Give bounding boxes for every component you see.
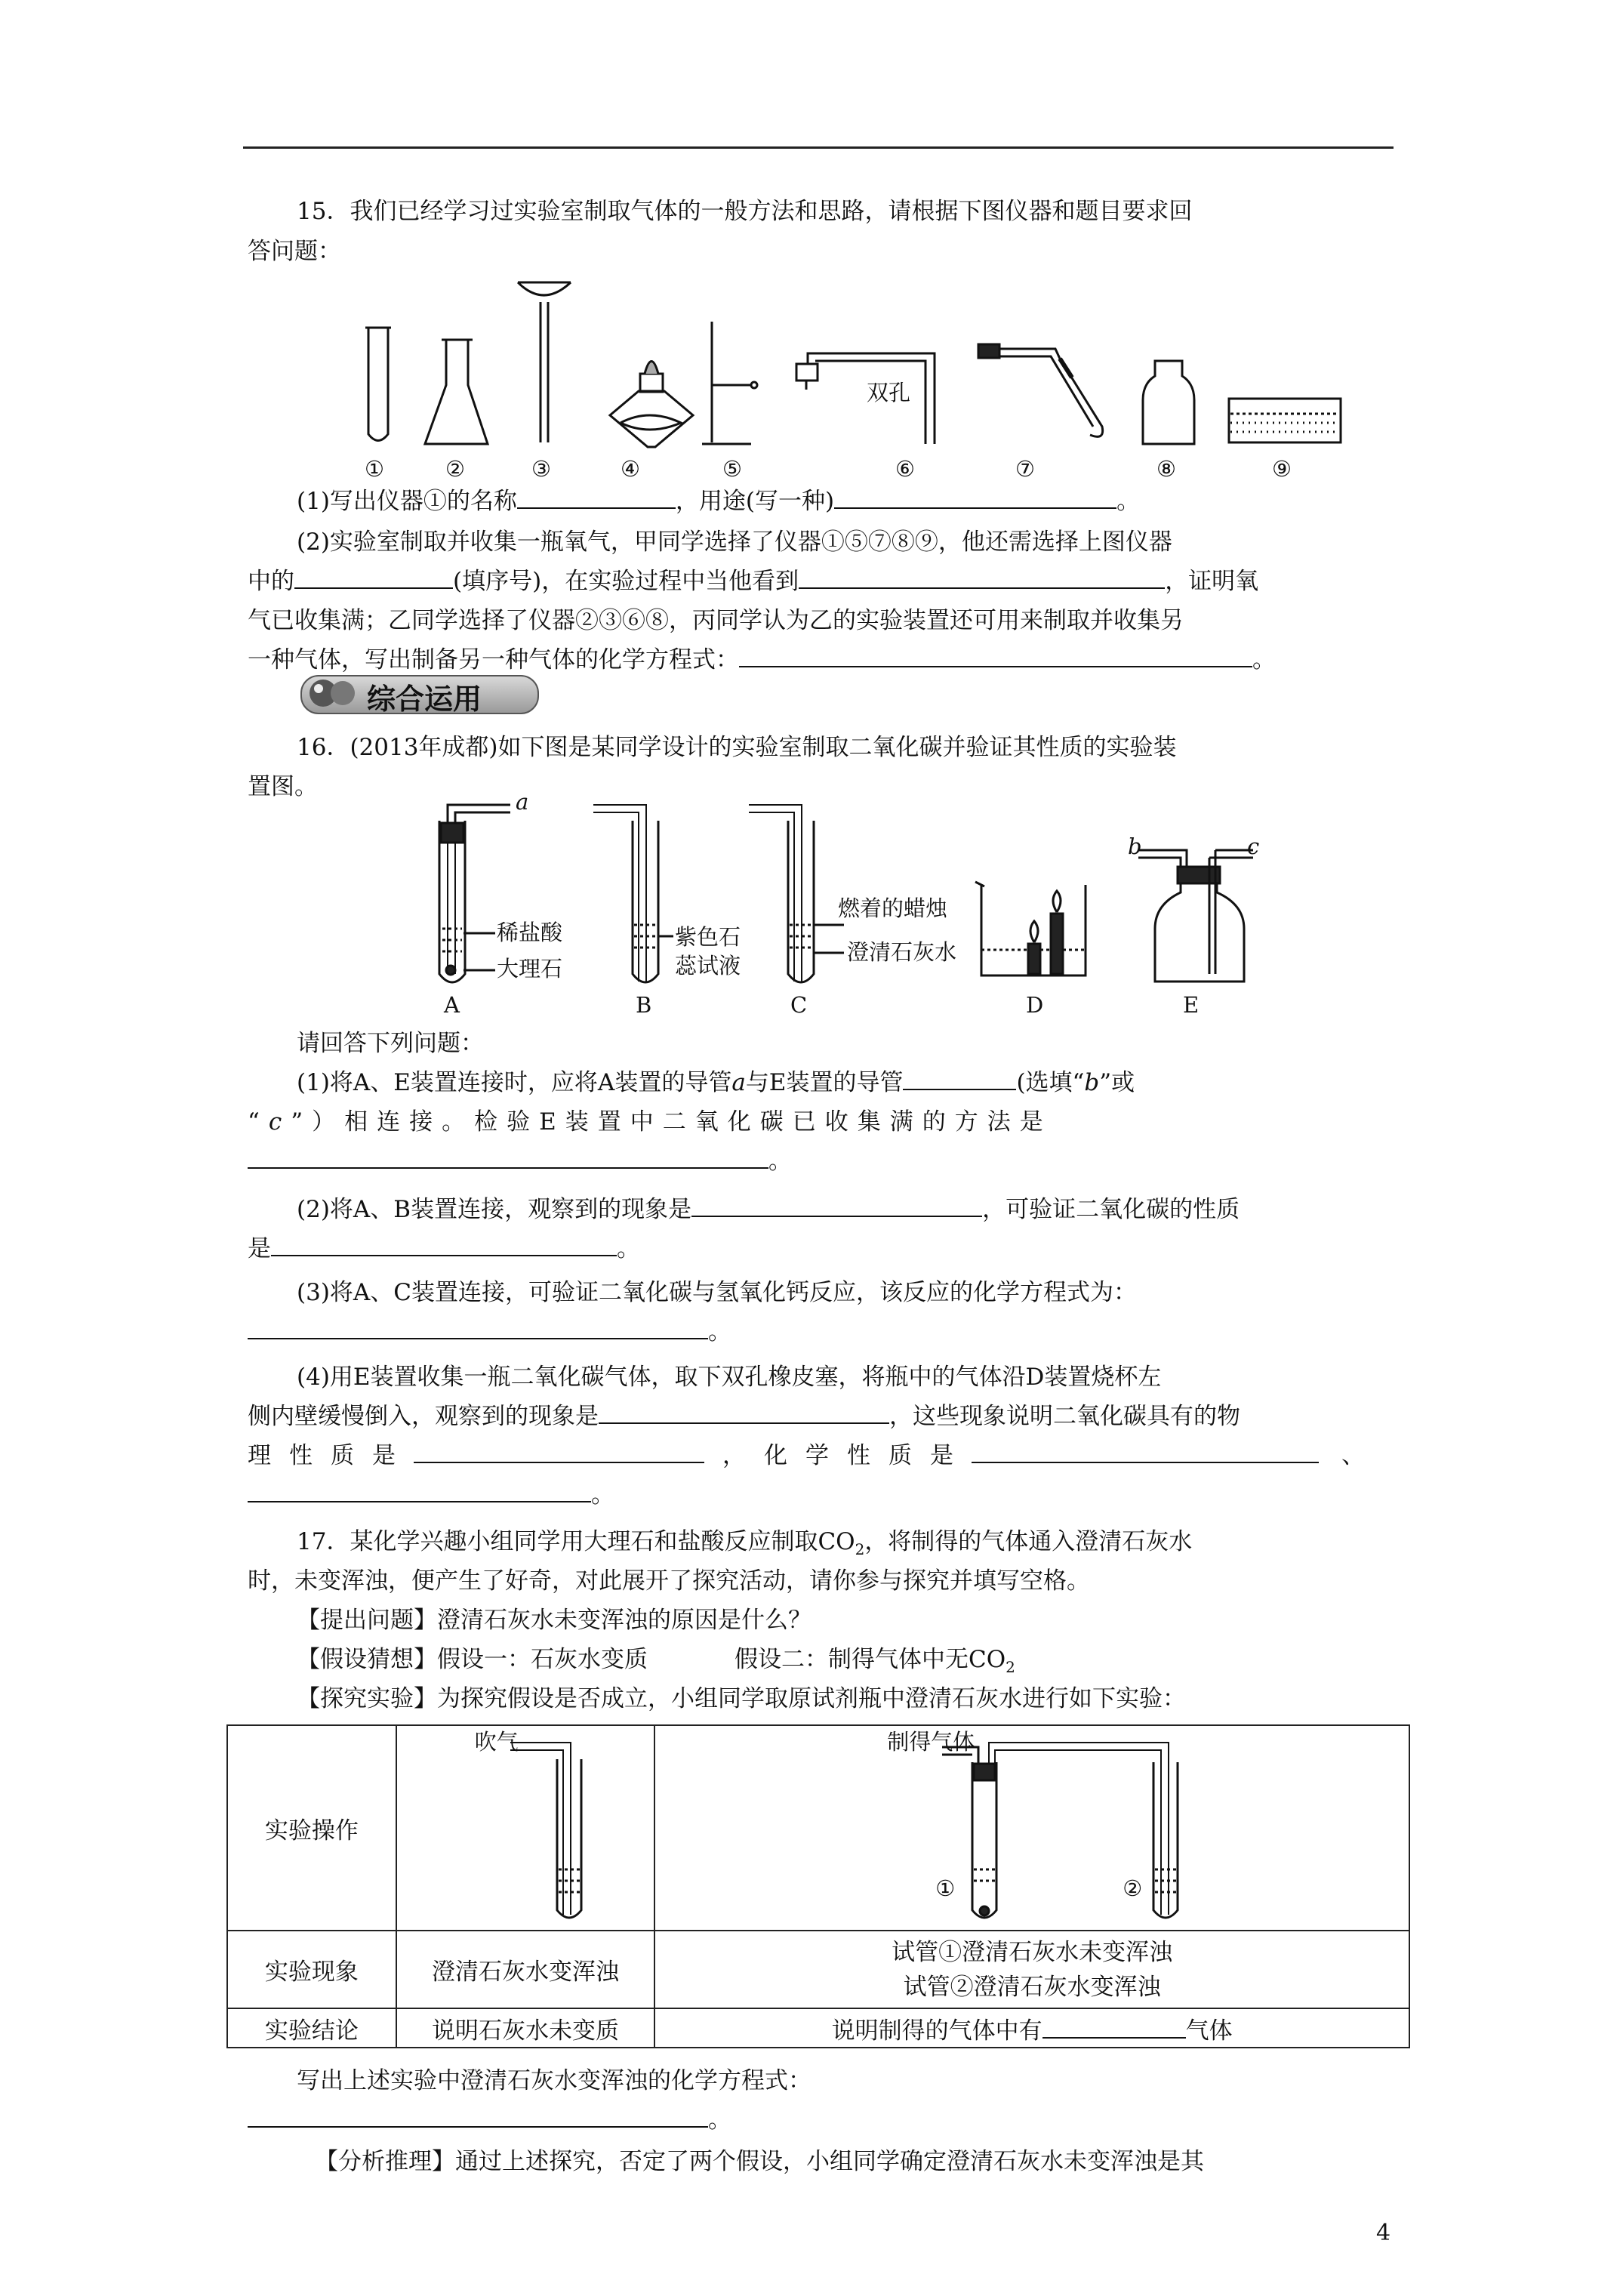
q16-line2: 置图。 [248, 773, 318, 800]
label-3: ③ [531, 456, 551, 482]
answer-blank[interactable] [248, 2106, 708, 2128]
q16-p4-l1: (4)用E装置收集一瓶二氧化碳气体，取下双孔橡皮塞，将瓶中的气体沿D装置烧杯左 [297, 1364, 1162, 1391]
q16-ask: 请回答下列问题： [297, 1030, 484, 1057]
gas-label: 制得气体 [887, 1729, 975, 1755]
q16-p4-l3: 理性质是 ，化学性质是 、 [248, 1442, 1365, 1469]
q16-p2-l1: (2)将A、B装置连接，观察到的现象是 ，可验证二氧化碳的性质 [297, 1196, 1240, 1223]
cell: 说明制得的气体中有 气体 [654, 2008, 1409, 2048]
two-hole-stopper-icon [796, 353, 935, 444]
apparatus-c-icon [749, 805, 844, 982]
table-row [227, 1725, 1409, 1931]
q15-line2: 答问题： [248, 238, 341, 265]
cell: 澄清石灰水变浑浊 [396, 1931, 655, 2008]
label-9: ⑨ [1272, 456, 1292, 482]
label-A: A [444, 992, 460, 1018]
label-marble: 大理石 [497, 956, 563, 982]
blow-label: 吹气 [474, 1729, 519, 1755]
gas-cell [654, 1725, 1409, 1931]
q15-part2-l1: (2)实验室制取并收集一瓶氧气，甲同学选择了仪器①⑤⑦⑧⑨，他还需选择上图仪器 [297, 529, 1172, 556]
q15-part1: (1)写出仪器①的名称 ，用途(写一种) 。 [297, 488, 1141, 515]
q17-line2: 时，未变浑浊，便产生了好奇，对此展开了探究活动，请你参与探究并填写空格。 [248, 1567, 1090, 1595]
conical-flask-icon [425, 340, 488, 444]
apparatus-e-icon [1138, 850, 1253, 982]
two-hole-label: 双孔 [867, 380, 911, 405]
label-limewater: 澄清石灰水 [847, 939, 957, 965]
q17-line1: 17．某化学兴趣小组同学用大理石和盐酸反应制取$CO_2$，将制得的气体通入澄清石灰水 [297, 1528, 1193, 1559]
table-row [227, 1931, 1409, 2008]
label-dilute-hcl: 稀盐酸 [497, 920, 563, 945]
row-label: 实验结论 [227, 2008, 396, 2048]
label-a: a [516, 789, 529, 815]
q15-part2-l4: 一种气体，写出制备另一种气体的化学方程式： 。 [248, 646, 1276, 673]
q16-p1-l2: “c”）相连接。检验E装置中二氧化碳已收集满的方法是 [248, 1108, 1052, 1136]
gas-tubes-icon [655, 1726, 1411, 1931]
q16-p3-l2: 。 [248, 1318, 1392, 1345]
delivery-tube-icon [978, 344, 1103, 436]
long-neck-funnel-icon [518, 282, 571, 442]
label-b: b [1128, 834, 1142, 859]
q17-guess: 【假设猜想】假设一：石灰水变质 假设二：制得气体中无$CO_2$ [297, 1646, 1015, 1677]
answer-blank[interactable] [294, 568, 453, 589]
cell: 试管①澄清石灰水未变浑浊 试管②澄清石灰水变浑浊 [654, 1931, 1409, 2008]
tube-2-label: ② [1123, 1875, 1143, 1901]
tube-1-label: ① [935, 1875, 956, 1901]
apparatus-d-icon [975, 882, 1086, 975]
apparatus-b-icon [593, 805, 673, 982]
label-4: ④ [621, 456, 640, 482]
label-5: ⑤ [722, 456, 742, 482]
q15-line1: 15．我们已经学习过实验室制取气体的一般方法和思路，请根据下图仪器和题目要求回 [297, 198, 1193, 225]
answer-blank[interactable] [834, 488, 1116, 509]
test-tube-icon [365, 328, 391, 441]
blow-tube-icon [397, 1726, 656, 1931]
label-2: ② [445, 456, 465, 482]
q16-p1-l3: 。 [248, 1148, 1392, 1175]
answer-blank[interactable] [903, 1069, 1016, 1090]
q16-line1: 16．(2013年成都)如下图是某同学设计的实验室制取二氧化碳并验证其性质的实验装 [297, 734, 1177, 761]
experiment-table [226, 1724, 1410, 2048]
cell: 说明石灰水未变质 [396, 2008, 655, 2048]
water-trough-icon [1229, 399, 1341, 442]
q15-part2-l3: 气已收集满；乙同学选择了仪器②③⑥⑧，丙同学认为乙的实验装置还可用来制取并收集另 [248, 607, 1184, 634]
q16-p4-l2: 侧内壁缓慢倒入，观察到的现象是 ，这些现象说明二氧化碳具有的物 [248, 1403, 1240, 1430]
answer-blank[interactable] [1042, 2017, 1186, 2039]
answer-blank[interactable] [414, 1442, 704, 1463]
answer-blank[interactable] [691, 1196, 982, 1217]
q17-analysis: 【分析推理】通过上述探究，否定了两个假设，小组同学确定澄清石灰水未变浑浊是其 [315, 2148, 1204, 2175]
q17-ask: 【提出问题】澄清石灰水未变浑浊的原因是什么？ [297, 1607, 812, 1634]
row-label: 实验现象 [227, 1931, 396, 2008]
q16-p2-l2: 是 。 [248, 1235, 640, 1262]
section-heading: 综合运用 [300, 672, 539, 714]
gas-bottle-icon [1143, 361, 1194, 444]
label-E: E [1183, 992, 1200, 1018]
blow-cell [396, 1725, 655, 1931]
answer-blank[interactable] [248, 1318, 708, 1339]
label-B: B [636, 992, 652, 1018]
label-litmus-1: 紫色石 [675, 924, 741, 950]
header-rule [243, 146, 1394, 149]
q17-explore: 【探究实验】为探究假设是否成立，小组同学取原试剂瓶中澄清石灰水进行如下实验： [297, 1685, 1186, 1712]
answer-blank[interactable] [739, 646, 1252, 667]
q16-p3-l1: (3)将A、C装置连接，可验证二氧化碳与氢氧化钙反应，该反应的化学方程式为： [297, 1279, 1138, 1306]
section-bullet-icon [300, 672, 361, 714]
label-D: D [1026, 992, 1044, 1018]
answer-blank[interactable] [248, 1148, 768, 1169]
answer-blank[interactable] [599, 1403, 889, 1424]
alcohol-lamp-icon [610, 362, 693, 448]
q16-p4-l4: 。 [248, 1481, 1392, 1509]
label-litmus-2: 蕊试液 [675, 953, 741, 978]
label-8: ⑧ [1156, 456, 1176, 482]
table-row [227, 2008, 1409, 2048]
q16-p1-l1: (1)将A、E装置连接时，应将A装置的导管a与E装置的导管 (选填“b”或 [297, 1069, 1135, 1096]
q17-write-blank: 。 [248, 2106, 1392, 2134]
q17-write: 写出上述实验中澄清石灰水变浑浊的化学方程式： [297, 2067, 812, 2094]
label-6: ⑥ [895, 456, 915, 482]
label-1: ① [365, 456, 384, 482]
iron-stand-icon [702, 322, 757, 444]
label-c: c [1247, 834, 1260, 859]
label-7: ⑦ [1015, 456, 1035, 482]
page-number: 4 [1376, 2220, 1391, 2246]
answer-blank[interactable] [799, 568, 1165, 589]
answer-blank[interactable] [517, 488, 676, 509]
row-label: 实验操作 [227, 1725, 396, 1931]
q15-part2-l2: 中的 (填序号)，在实验过程中当他看到 ，证明氧 [248, 568, 1259, 595]
label-C: C [790, 992, 808, 1018]
answer-blank[interactable] [271, 1235, 617, 1256]
answer-blank[interactable] [972, 1442, 1319, 1463]
answer-blank[interactable] [248, 1481, 591, 1502]
label-candle: 燃着的蜡烛 [838, 895, 948, 921]
